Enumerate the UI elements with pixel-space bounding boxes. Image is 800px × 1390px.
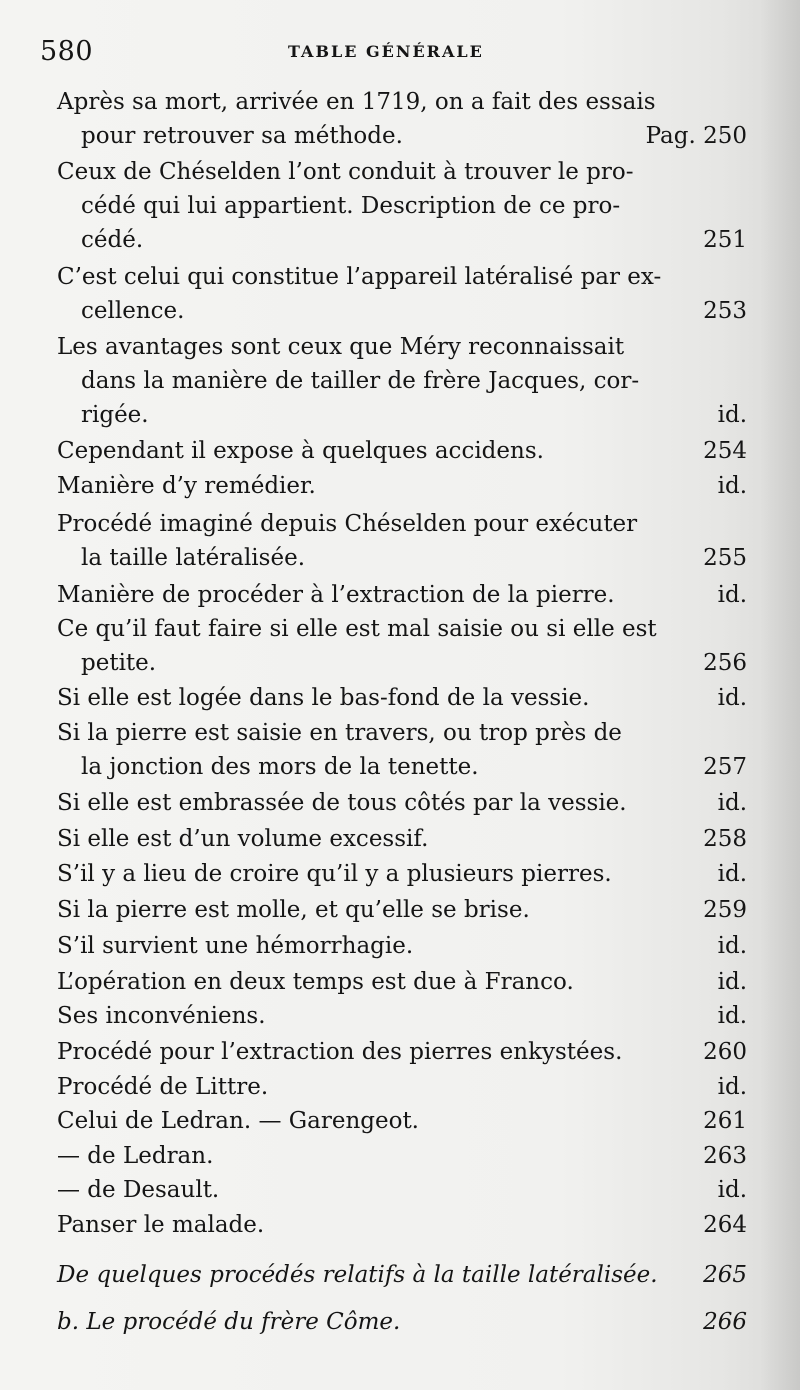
entry-text bbox=[57, 716, 743, 750]
entry-line-text: Après sa mort, arrivée en 1719, on a fait des essais bbox=[57, 89, 656, 115]
entry-text-continuation bbox=[57, 646, 747, 680]
entry-text bbox=[57, 893, 747, 927]
index-entry bbox=[57, 1070, 747, 1104]
page-reference: 256 bbox=[703, 650, 747, 676]
index-entry bbox=[57, 330, 747, 432]
entry-line-text: Celui de Ledran. — Garengeot. bbox=[57, 1108, 419, 1134]
entry-text bbox=[57, 929, 747, 963]
page-reference: 259 bbox=[703, 897, 747, 923]
entry-text-continuation bbox=[57, 294, 747, 328]
page-reference: id. bbox=[717, 1074, 747, 1100]
entry-text bbox=[57, 612, 743, 646]
page-reference: 260 bbox=[703, 1039, 747, 1065]
entry-line-text: Ceux de Chéselden l’ont conduit à trouver le pro- bbox=[57, 159, 634, 185]
page-reference: 261 bbox=[703, 1108, 747, 1134]
entry-text-continuation bbox=[57, 189, 743, 223]
index-entry bbox=[57, 1104, 747, 1138]
entry-line-text: S’il survient une hémorrhagie. bbox=[57, 933, 414, 959]
index-entry bbox=[57, 965, 747, 999]
index-entry bbox=[57, 155, 747, 257]
index-entry bbox=[57, 1208, 747, 1242]
index-entry bbox=[57, 507, 747, 575]
entry-text bbox=[57, 260, 743, 294]
page-reference: id. bbox=[717, 969, 747, 995]
entry-text bbox=[57, 1173, 747, 1207]
page-reference: id. bbox=[717, 582, 747, 608]
entry-line-text: cellence. bbox=[81, 298, 185, 324]
entry-line-text: Si elle est d’un volume excessif. bbox=[57, 826, 429, 852]
entry-line-text: cédé. bbox=[81, 227, 144, 253]
entry-line-text: la taille latéralisée. bbox=[81, 545, 306, 571]
page-reference: id. bbox=[717, 790, 747, 816]
index-entry bbox=[57, 1139, 747, 1173]
page-reference: id. bbox=[717, 402, 747, 428]
page-reference: id. bbox=[717, 685, 747, 711]
entry-text bbox=[57, 857, 747, 891]
entry-text bbox=[57, 965, 747, 999]
page-reference: 265 bbox=[703, 1262, 747, 1288]
entry-text bbox=[57, 1104, 747, 1138]
entry-line-text: cédé qui lui appartient. Description de ce pro- bbox=[81, 193, 621, 219]
entry-line-text: dans la manière de tailler de frère Jacques, cor- bbox=[81, 368, 640, 394]
entry-text-continuation bbox=[57, 119, 747, 153]
entry-text bbox=[57, 1258, 747, 1292]
index-entry bbox=[57, 857, 747, 891]
index-entry bbox=[57, 1258, 747, 1292]
entry-line-text: Procédé imaginé depuis Chéselden pour exécuter bbox=[57, 511, 638, 537]
page-reference: id. bbox=[717, 933, 747, 959]
index-entry bbox=[57, 434, 747, 468]
page-reference: 257 bbox=[703, 754, 747, 780]
page-reference: 264 bbox=[703, 1212, 747, 1238]
entry-line-text: Cependant il expose à quelques accidens. bbox=[57, 438, 544, 464]
page-reference: 251 bbox=[703, 227, 747, 253]
entry-line-text: — de Desault. bbox=[57, 1177, 220, 1203]
entry-line-text: Les avantages sont ceux que Méry reconnaissait bbox=[57, 334, 625, 360]
page-reference: 254 bbox=[703, 438, 747, 464]
entry-text bbox=[57, 1208, 747, 1242]
entry-text bbox=[57, 507, 743, 541]
index-entry bbox=[57, 260, 747, 328]
entry-text-continuation bbox=[57, 541, 747, 575]
index-entry bbox=[57, 716, 747, 784]
entry-text bbox=[57, 434, 747, 468]
entry-text bbox=[57, 1035, 747, 1069]
entry-text bbox=[57, 681, 747, 715]
page-reference: id. bbox=[717, 1177, 747, 1203]
index-entry bbox=[57, 1173, 747, 1207]
entry-line-text: Si la pierre est saisie en travers, ou trop près de bbox=[57, 720, 622, 746]
page-reference: 255 bbox=[703, 545, 747, 571]
entry-line-text: Manière de procéder à l’extraction de la pierre. bbox=[57, 582, 615, 608]
page-reference: 266 bbox=[703, 1309, 747, 1335]
entry-line-text: pour retrouver sa méthode. bbox=[81, 123, 403, 149]
entry-line-text: C’est celui qui constitue l’appareil latéralisé par ex- bbox=[57, 264, 662, 290]
index-entry bbox=[57, 681, 747, 715]
entry-line-text: — de Ledran. bbox=[57, 1143, 214, 1169]
index-entry bbox=[57, 578, 747, 612]
entry-line-text: petite. bbox=[81, 650, 157, 676]
index-entry bbox=[57, 1035, 747, 1069]
page-reference: 258 bbox=[703, 826, 747, 852]
entry-line-text: Si elle est logée dans le bas-fond de la vessie. bbox=[57, 685, 590, 711]
page-reference: 263 bbox=[703, 1143, 747, 1169]
index-entry bbox=[57, 999, 747, 1033]
index-entry bbox=[57, 1305, 747, 1339]
entry-text bbox=[57, 578, 747, 612]
entry-text bbox=[57, 1070, 747, 1104]
page-edge-shadow bbox=[760, 0, 800, 1390]
entry-text-continuation bbox=[57, 364, 743, 398]
index-entry bbox=[57, 469, 747, 503]
entry-text bbox=[57, 85, 743, 119]
index-entry bbox=[57, 929, 747, 963]
entry-text bbox=[57, 822, 747, 856]
entry-line-text: Si elle est embrassée de tous côtés par la vessie. bbox=[57, 790, 627, 816]
entry-line-text: Si la pierre est molle, et qu’elle se brise. bbox=[57, 897, 530, 923]
page-reference: id. bbox=[717, 1003, 747, 1029]
page-reference: id. bbox=[717, 473, 747, 499]
index-entry bbox=[57, 893, 747, 927]
running-title: TABLE GÉNÉRALE bbox=[288, 42, 484, 61]
entry-line-text: la jonction des mors de la tenette. bbox=[81, 754, 479, 780]
entry-line-text: Ce qu’il faut faire si elle est mal saisie ou si elle est bbox=[57, 616, 657, 642]
entry-line-text: rigée. bbox=[81, 402, 149, 428]
page-number: 580 bbox=[40, 36, 94, 67]
entry-text bbox=[57, 469, 747, 503]
entry-line-text: Manière d’y remédier. bbox=[57, 473, 316, 499]
index-entry bbox=[57, 85, 747, 153]
entry-text bbox=[57, 786, 747, 820]
entry-text bbox=[57, 999, 747, 1033]
entry-line-text: Procédé de Littre. bbox=[57, 1074, 269, 1100]
entry-text bbox=[57, 1139, 747, 1173]
index-entry bbox=[57, 786, 747, 820]
page-reference: id. bbox=[717, 861, 747, 887]
index-entry bbox=[57, 822, 747, 856]
entry-line-text: b. Le procédé du frère Côme. bbox=[57, 1309, 401, 1335]
entry-text bbox=[57, 155, 743, 189]
entry-text bbox=[57, 1305, 747, 1339]
entry-line-text: De quelques procédés relatifs à la taille latéralisée. bbox=[57, 1262, 658, 1288]
index-entry bbox=[57, 612, 747, 680]
entry-text bbox=[57, 330, 743, 364]
entry-text-continuation bbox=[57, 398, 747, 432]
entry-line-text: Panser le malade. bbox=[57, 1212, 265, 1238]
entry-text-continuation bbox=[57, 223, 747, 257]
entry-text-continuation bbox=[57, 750, 747, 784]
page-reference: 253 bbox=[703, 298, 747, 324]
page-header bbox=[40, 36, 740, 70]
entry-line-text: Ses inconvéniens. bbox=[57, 1003, 266, 1029]
entry-line-text: S’il y a lieu de croire qu’il y a plusieurs pierres. bbox=[57, 861, 612, 887]
page-reference: Pag. 250 bbox=[645, 123, 747, 149]
entry-line-text: Procédé pour l’extraction des pierres enkystées. bbox=[57, 1039, 623, 1065]
entry-line-text: L’opération en deux temps est due à Franco. bbox=[57, 969, 574, 995]
